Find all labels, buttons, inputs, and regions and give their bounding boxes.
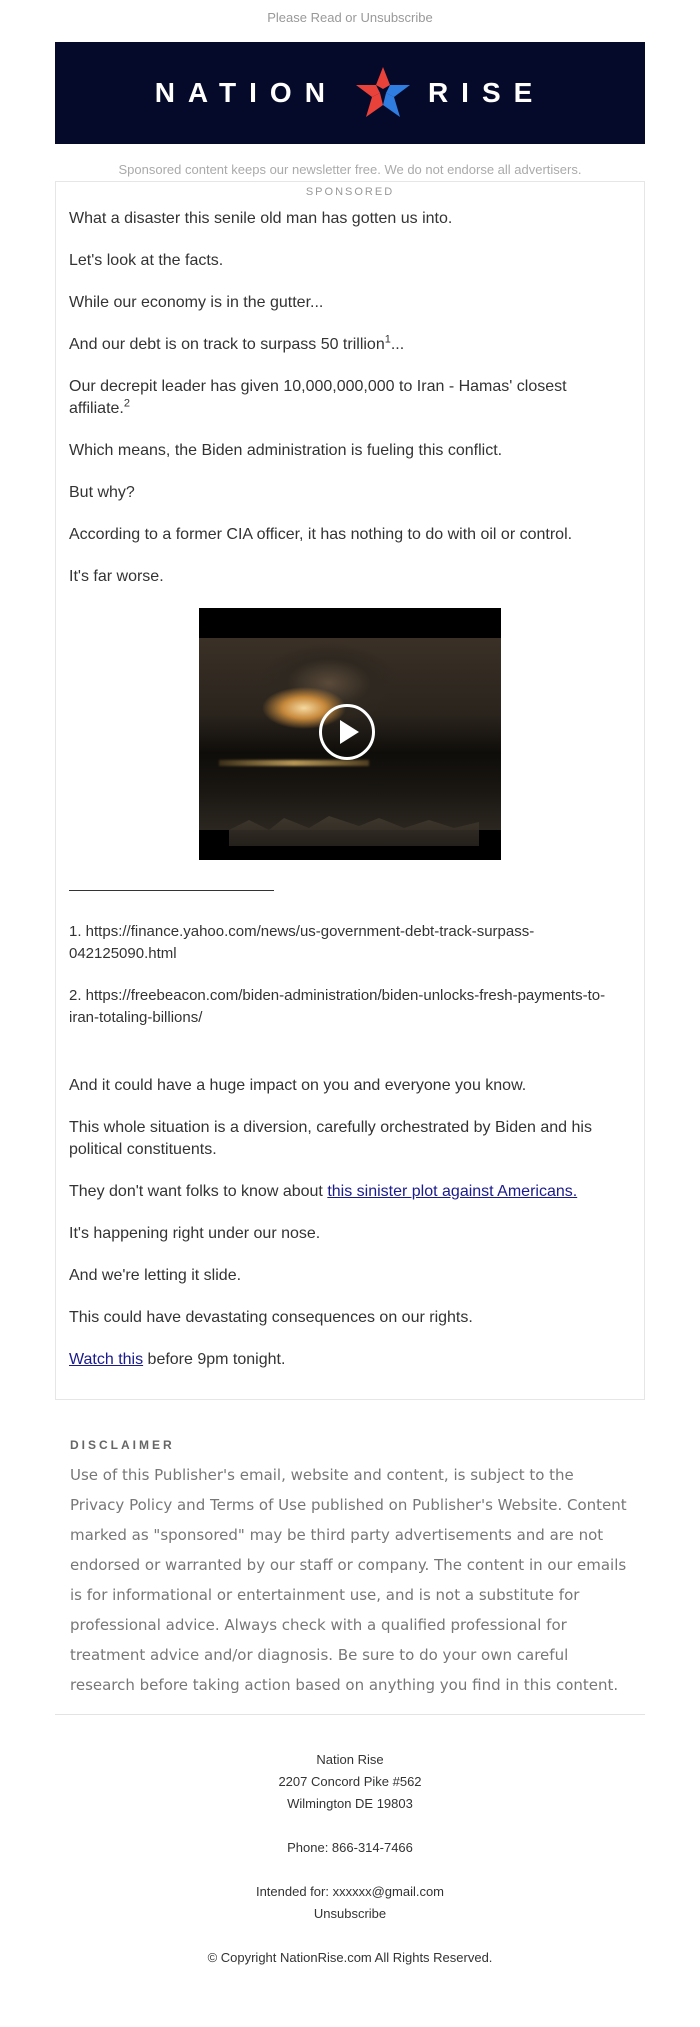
footer bbox=[0, 1749, 700, 1969]
paragraph-text: Our decrepit leader has given 10,000,000,000 to Iran - Hamas' closest affiliate. bbox=[69, 378, 567, 417]
footnote-2: 2. https://freebeacon.com/biden-administration/biden-unlocks-fresh-payments-to-iran-totaling-billions/ bbox=[69, 987, 606, 1026]
sinister-plot-link[interactable]: this sinister plot against Americans. bbox=[327, 1183, 578, 1200]
brand-left-text: NATION bbox=[154, 77, 338, 108]
brand-right-text: RISE bbox=[427, 77, 546, 108]
paragraph: It's far worse. bbox=[69, 568, 164, 585]
paragraph: This could have devastating consequences on our rights. bbox=[69, 1309, 473, 1326]
paragraph: It's happening right under our nose. bbox=[69, 1225, 321, 1242]
footnote-ref-2: 2 bbox=[123, 397, 130, 410]
paragraph: What a disaster this senile old man has gotten us into. bbox=[69, 210, 453, 227]
paragraph bbox=[69, 1349, 631, 1371]
sponsored-label: SPONSORED bbox=[305, 186, 395, 198]
star-logo-icon bbox=[352, 65, 414, 121]
paragraph: And it could have a huge impact on you and everyone you know. bbox=[69, 1077, 527, 1094]
play-button[interactable] bbox=[319, 704, 375, 760]
footnote-1: 1. https://finance.yahoo.com/news/us-government-debt-track-surpass-042125090.html bbox=[69, 923, 535, 962]
brand-logo[interactable] bbox=[155, 65, 546, 121]
paragraph-text: ... bbox=[390, 336, 405, 353]
footer-address-line1: 2207 Concord Pike #562 bbox=[278, 1774, 422, 1789]
paragraph: And we're letting it slide. bbox=[69, 1267, 242, 1284]
watch-this-link[interactable]: Watch this bbox=[69, 1351, 144, 1368]
sponsored-content-card bbox=[55, 181, 645, 1400]
paragraph-text: before 9pm tonight. bbox=[143, 1351, 286, 1368]
footer-divider bbox=[55, 1714, 645, 1715]
paragraph: But why? bbox=[69, 484, 135, 501]
paragraph bbox=[69, 376, 631, 420]
sponsor-note: Sponsored content keeps our newsletter free. We do not endorse all advertisers. bbox=[118, 162, 582, 177]
video-thumbnail[interactable] bbox=[199, 608, 501, 860]
header-banner bbox=[55, 42, 645, 144]
paragraph: Let's look at the facts. bbox=[69, 252, 224, 269]
paragraph: Which means, the Biden administration is fueling this conflict. bbox=[69, 442, 503, 459]
read-or-unsubscribe-link[interactable]: Please Read or Unsubscribe bbox=[267, 10, 433, 25]
footer-phone: Phone: 866-314-7466 bbox=[287, 1840, 413, 1855]
paragraph bbox=[69, 1181, 631, 1203]
paragraph bbox=[69, 334, 631, 356]
footer-unsubscribe-link[interactable]: Unsubscribe bbox=[313, 1906, 387, 1921]
paragraph: According to a former CIA officer, it has nothing to do with oil or control. bbox=[69, 526, 573, 543]
footer-intended-for: Intended for: xxxxxx@gmail.com bbox=[255, 1884, 445, 1899]
paragraph: While our economy is in the gutter... bbox=[69, 294, 324, 311]
disclaimer-body: Use of this Publisher's email, website and content, is subject to the Privacy Policy and Terms of Use published on Publisher's Website. Content marked as "sponsored" may be third party advertisements and are not endorsed or warranted by our staff or company. The content in our emails is for informational or entertainment use, and is not a substitute for professional advice. Always check with a qualified professional for treatment advice and/or diagnosis. Be sure to do your own careful research before taking action based on anything you find in this content. bbox=[70, 1466, 627, 1694]
disclaimer-title: DISCLAIMER bbox=[70, 1438, 175, 1452]
footer-address-line2: Wilmington DE 19803 bbox=[287, 1796, 413, 1811]
footer-company: Nation Rise bbox=[316, 1752, 384, 1767]
footer-copyright: © Copyright NationRise.com All Rights Reserved. bbox=[207, 1950, 493, 1965]
paragraph-text: They don't want folks to know about bbox=[69, 1183, 328, 1200]
disclaimer-section bbox=[70, 1438, 630, 1700]
footnote-divider bbox=[69, 890, 274, 891]
paragraph-text: And our debt is on track to surpass 50 trillion bbox=[69, 336, 385, 353]
footnote-ref-1: 1 bbox=[384, 333, 391, 346]
play-icon bbox=[340, 720, 359, 744]
paragraph: This whole situation is a diversion, carefully orchestrated by Biden and his political constituents. bbox=[69, 1119, 592, 1158]
